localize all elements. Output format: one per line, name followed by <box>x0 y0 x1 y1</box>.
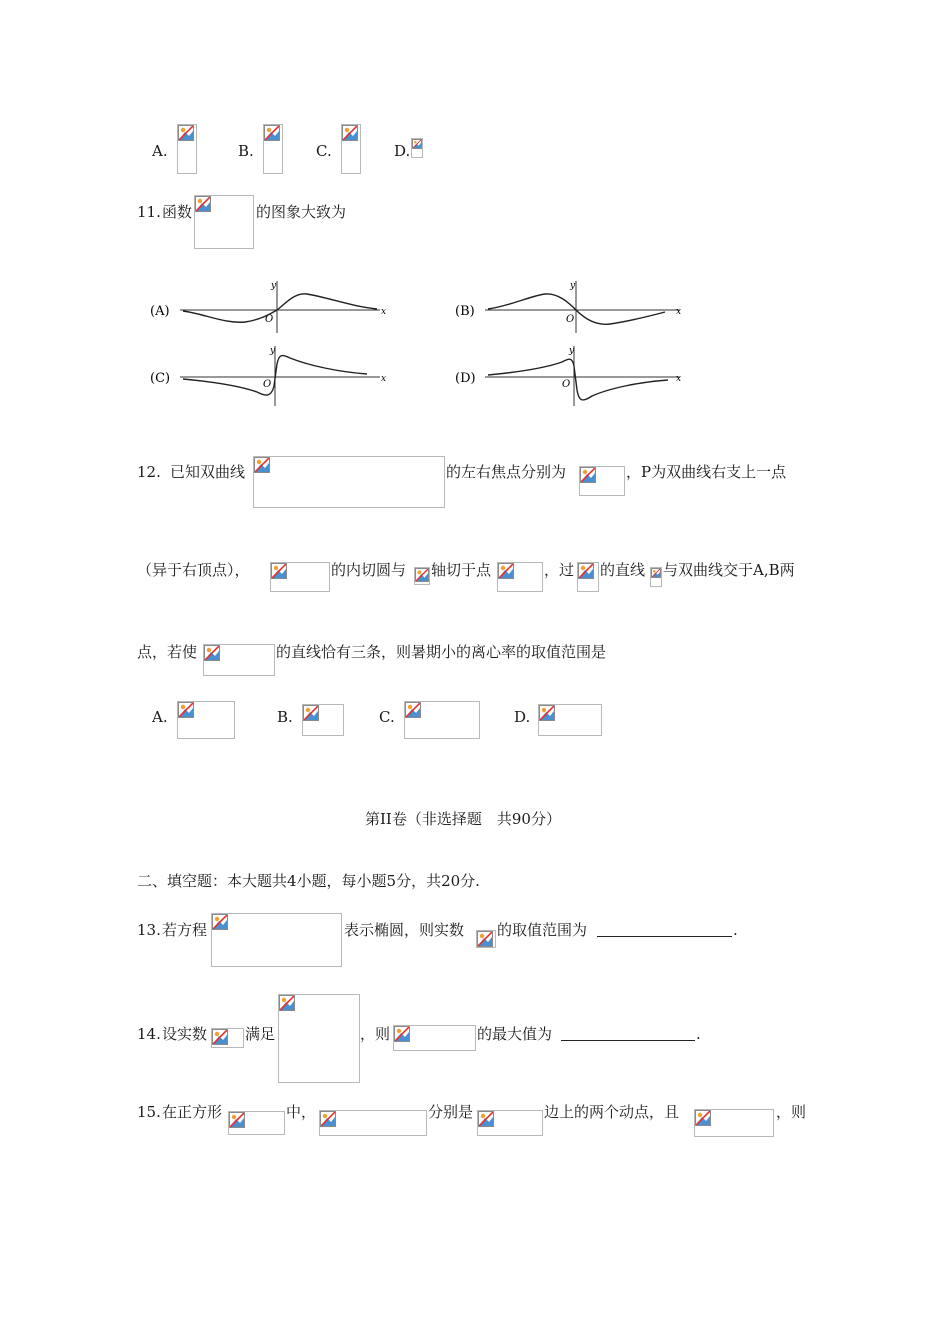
svg-text:O: O <box>566 314 575 325</box>
q13-text-3: 的取值范围为 <box>497 921 588 939</box>
q13-number: 13. <box>137 921 161 939</box>
q14-text-4: 的最大值为 <box>477 1025 553 1043</box>
q15-edges-image <box>477 1110 543 1136</box>
q11-graph-b-label: (B) <box>455 304 475 319</box>
q12-condition-image <box>203 644 275 676</box>
broken-image-icon <box>412 139 422 149</box>
q15-square-image <box>228 1111 285 1135</box>
q13-text-1: 若方程 <box>162 921 208 939</box>
broken-image-icon <box>229 1112 245 1128</box>
q13-variable-image <box>476 930 496 948</box>
broken-image-icon <box>303 705 319 721</box>
broken-image-icon <box>415 568 429 582</box>
part2-heading: 第II卷（非选择题 共90分） <box>365 810 561 828</box>
q12-text-5: 的内切圆与 <box>331 561 407 579</box>
q14-text-1: 设实数 <box>162 1025 208 1043</box>
q12-option-c-label: C. <box>379 708 395 726</box>
q12-option-c-image <box>404 701 480 739</box>
q14-text-3: ，则 <box>360 1025 391 1043</box>
broken-image-icon <box>178 702 194 718</box>
q12-axis-image <box>414 567 430 585</box>
broken-image-icon <box>580 467 596 483</box>
q12-option-d-image <box>538 704 602 736</box>
q11-number: 11. <box>137 203 161 221</box>
q11-text-after: 的图象大致为 <box>256 203 347 221</box>
broken-image-icon <box>539 705 555 721</box>
svg-text:y: y <box>569 346 575 356</box>
q12-option-b-label: B. <box>277 708 293 726</box>
q12-text-10: 点，若使 <box>137 643 198 661</box>
q14-variables-image <box>211 1028 244 1048</box>
q12-text-4: （异于右顶点）， <box>137 561 250 579</box>
q15-text-1: 在正方形 <box>162 1103 223 1121</box>
broken-image-icon <box>498 563 514 579</box>
broken-image-icon <box>264 125 280 141</box>
q12-triangle-image <box>270 562 330 592</box>
broken-image-icon <box>342 125 358 141</box>
q15-text-4: 边上的两个动点，且 <box>544 1103 680 1121</box>
q12-text-9: 与双曲线交于A,B两 <box>663 561 795 579</box>
q13-answer-blank[interactable] <box>597 922 732 937</box>
q14-constraints-image <box>278 994 360 1083</box>
q12-text-7: ，过 <box>544 561 575 579</box>
svg-text:x: x <box>381 374 387 384</box>
broken-image-icon <box>279 995 295 1011</box>
q12-text-2: 的左右焦点分别为 <box>446 463 567 481</box>
section-heading: 二、填空题：本大题共4小题，每小题5分，共20分. <box>137 872 480 890</box>
broken-image-icon <box>204 645 220 661</box>
svg-text:O: O <box>265 314 274 325</box>
q12-text-8: 的直线 <box>600 561 646 579</box>
broken-image-icon <box>195 196 211 212</box>
broken-image-icon <box>320 1111 336 1127</box>
svg-text:y: y <box>270 346 276 356</box>
q15-condition-image <box>694 1109 774 1137</box>
broken-image-icon <box>271 563 287 579</box>
q14-text-2: 满足 <box>245 1025 276 1043</box>
svg-text:x: x <box>676 307 682 317</box>
broken-image-icon <box>212 1029 228 1045</box>
q15-text-5: ，则 <box>776 1103 807 1121</box>
q12-option-a-label: A. <box>152 708 168 726</box>
q12-foci-image <box>579 466 625 496</box>
q10-option-d-label: D. <box>394 142 411 160</box>
q14-answer-blank[interactable] <box>561 1026 695 1041</box>
q12-hyperbola-image <box>253 456 445 508</box>
svg-text:O: O <box>263 379 272 390</box>
q15-points-image <box>319 1110 427 1136</box>
q11-graph-a-label: (A) <box>150 304 170 319</box>
q13-equation-image <box>211 913 342 967</box>
q15-text-2: 中， <box>286 1103 317 1121</box>
q12-point-image <box>497 562 543 592</box>
q10-option-b-label: B. <box>238 142 254 160</box>
q12-text-6: 轴切于点 <box>431 561 492 579</box>
q12-text-11: 的直线恰有三条，则暑期小的离心率的取值范围是 <box>276 643 607 661</box>
q13-end: . <box>733 921 738 939</box>
q14-number: 14. <box>137 1025 161 1043</box>
broken-image-icon <box>394 1026 410 1042</box>
q10-option-c-label: C. <box>316 142 332 160</box>
broken-image-icon <box>254 457 270 473</box>
svg-text:x: x <box>676 374 682 384</box>
broken-image-icon <box>178 125 194 141</box>
q12-text-1: 已知双曲线 <box>170 463 246 481</box>
q12-text-3: ，P为双曲线右支上一点 <box>626 463 787 481</box>
broken-image-icon <box>478 1111 494 1127</box>
q10-option-a-label: A. <box>152 142 168 160</box>
broken-image-icon <box>212 914 228 930</box>
q12-number: 12. <box>137 463 161 481</box>
q12-focus-image <box>577 562 599 592</box>
broken-image-icon <box>405 702 421 718</box>
svg-text:y: y <box>271 281 277 291</box>
q11-graph-c-label: (C) <box>150 371 171 386</box>
q11-function-image <box>194 195 254 249</box>
q11-graph-a <box>145 278 390 338</box>
broken-image-icon <box>695 1110 711 1126</box>
broken-image-icon <box>578 563 594 579</box>
q12-line-image <box>650 567 662 587</box>
q10-option-d-image <box>411 138 423 158</box>
q14-objective-image <box>393 1025 476 1051</box>
q12-option-b-image <box>302 704 344 736</box>
q15-number: 15. <box>137 1103 161 1121</box>
q11-graph-d <box>450 344 695 410</box>
q14-end: . <box>696 1025 701 1043</box>
q11-graph-b <box>450 278 695 338</box>
q15-text-3: 分别是 <box>428 1103 474 1121</box>
broken-image-icon <box>477 931 493 947</box>
svg-text:O: O <box>562 379 571 390</box>
q11-text-before: 函数 <box>162 203 193 221</box>
q11-graph-d-label: (D) <box>455 371 476 386</box>
q11-graph-c <box>145 344 390 410</box>
q12-option-d-label: D. <box>514 708 531 726</box>
q10-option-b-image <box>263 124 283 174</box>
q10-option-a-image <box>177 124 197 174</box>
broken-image-icon <box>651 568 661 578</box>
q10-option-c-image <box>341 124 361 174</box>
q13-text-2: 表示椭圆，则实数 <box>344 921 465 939</box>
svg-text:y: y <box>570 281 576 291</box>
q12-option-a-image <box>177 701 235 739</box>
svg-text:x: x <box>381 307 387 317</box>
